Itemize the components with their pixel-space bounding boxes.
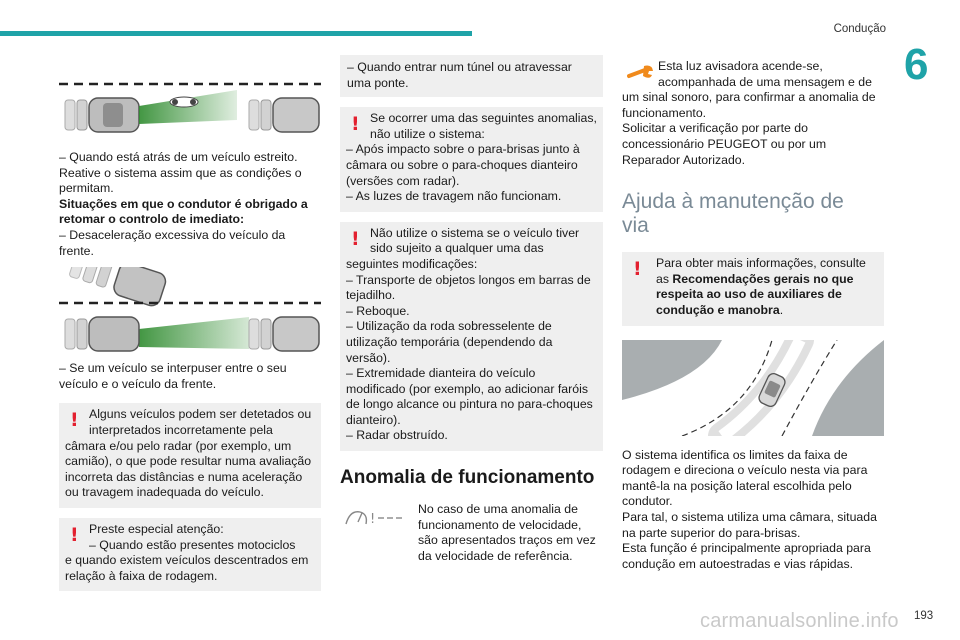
warning-box-recommendations — [622, 252, 884, 325]
warning-icon: ! — [70, 523, 79, 546]
page-number: 193 — [914, 610, 934, 622]
text-anomaly: No caso de uma anomalia de funcionamento de velocidade, são apresentados traços em vez da velocidade de referência. — [418, 502, 596, 563]
watermark: carmanualsonline.info — [700, 610, 899, 632]
warning-text-first: Para obter mais informações, consulte as Recomendações gerais no que respeita ao uso de auxiliares de condução e manobra. — [656, 256, 866, 317]
warning-light-row — [622, 59, 884, 168]
warning-text-first: Não utilize o sistema se o veículo tiver sido sujeito a qualquer uma das — [370, 225, 580, 256]
warning-box-anomalies — [340, 107, 603, 212]
text-deceleration: – Desaceleração excessiva do veículo da frente. — [59, 227, 286, 258]
warning-icon: ! — [351, 227, 360, 250]
anomaly-row — [340, 502, 603, 564]
follow-vehicle-illustration — [59, 72, 321, 142]
warning-text-rest: câmara e/ou pelo radar (por exemplo, um camião), o que pode resultar numa avaliação incorreta das distâncias e numa aceleração ou travagem inadequada do veículo. — [65, 438, 312, 500]
motorcycle-icon — [170, 97, 198, 107]
warning-text-first: Se ocorrer uma das seguintes anomalias, não utilize o sistema: — [370, 111, 597, 141]
section-title: Condução — [833, 23, 886, 35]
warning-text-first: Alguns veículos podem ser detetados ou interpretados incorretamente pela — [89, 407, 312, 437]
warning-icon: ! — [633, 258, 642, 281]
car-icon — [757, 371, 787, 408]
column-2 — [340, 55, 603, 564]
lane-keeping-illustration — [622, 340, 884, 436]
warning-icon: ! — [351, 113, 360, 136]
warning-text-rest: e quando existem veículos descentrados em relação à faixa de rodagem. — [65, 553, 309, 583]
speed-dashes-icon — [342, 504, 406, 530]
header-accent-bar — [0, 31, 472, 36]
text-tunnel: – Quando entrar num túnel ou atravessar uma ponte. — [347, 60, 572, 90]
text-driver-takeover: Situações em que o condutor é obrigado a retomar o controlo de imediato: — [59, 196, 308, 227]
column-3 — [622, 59, 884, 572]
warning-text-rest: – Após impacto sobre o para-brisas junto à câmara ou sobre o para-choques dianteiro (versões com radar). – As luzes de travagem não funcionam. — [346, 142, 580, 204]
text-narrow-vehicle: – Quando está atrás de um veículo estreito. Reative o sistema assim que as condições o permitam. — [59, 150, 302, 196]
info-box-tunnel — [340, 55, 603, 97]
warning-box-modifications — [340, 222, 603, 451]
cut-in-vehicle-illustration — [59, 267, 321, 353]
text-lane-keeping-body: O sistema identifica os limites da faixa de rodagem e direciona o veículo nesta via para mantê-la na posição lateral escolhida pelo condutor. Para tal, o sistema utiliza uma câmara, situada na parte superior do para-brisas. Esta função é principalmente apropriada para condução em autoestradas e vias rápidas. — [622, 447, 877, 571]
chapter-number: 6 — [904, 40, 929, 89]
column-1 — [59, 72, 321, 591]
warning-text-rest: seguintes modificações: – Transporte de objetos longos em barras de tejadilho. – Reboque. – Utilização da roda sobresselente de utilização temporária (dependendo da versão). – Extremidade dianteira do veículo modificado (por exemplo, ao adicionar faróis de longo alcance ou pintura no para-choques dianteiro). – Radar obstruído. — [346, 256, 593, 443]
warning-text-first: Preste especial atenção: – Quando estão presentes motociclos — [89, 521, 296, 552]
heading-malfunction: Anomalia de funcionamento — [340, 467, 595, 489]
warning-box-detection — [59, 403, 321, 508]
text-light-rest: um sinal sonoro, para confirmar a anomalia de funcionamento. Solicitar a verificação por parte do concessionário PEUGEOT ou por um Reparador Autorizado. — [622, 90, 876, 167]
warning-icon: ! — [70, 409, 79, 432]
heading-lane-keeping: Ajuda à manutenção de via — [622, 190, 844, 238]
wrench-icon — [624, 61, 658, 83]
text-light-first: Esta luz avisadora acende-se, acompanhada de uma mensagem e de — [658, 59, 872, 89]
svg-text:!: ! — [370, 512, 376, 528]
warning-box-attention — [59, 518, 321, 591]
text-cut-in: – Se um veículo se interpuser entre o seu veículo e o veículo da frente. — [59, 361, 287, 391]
